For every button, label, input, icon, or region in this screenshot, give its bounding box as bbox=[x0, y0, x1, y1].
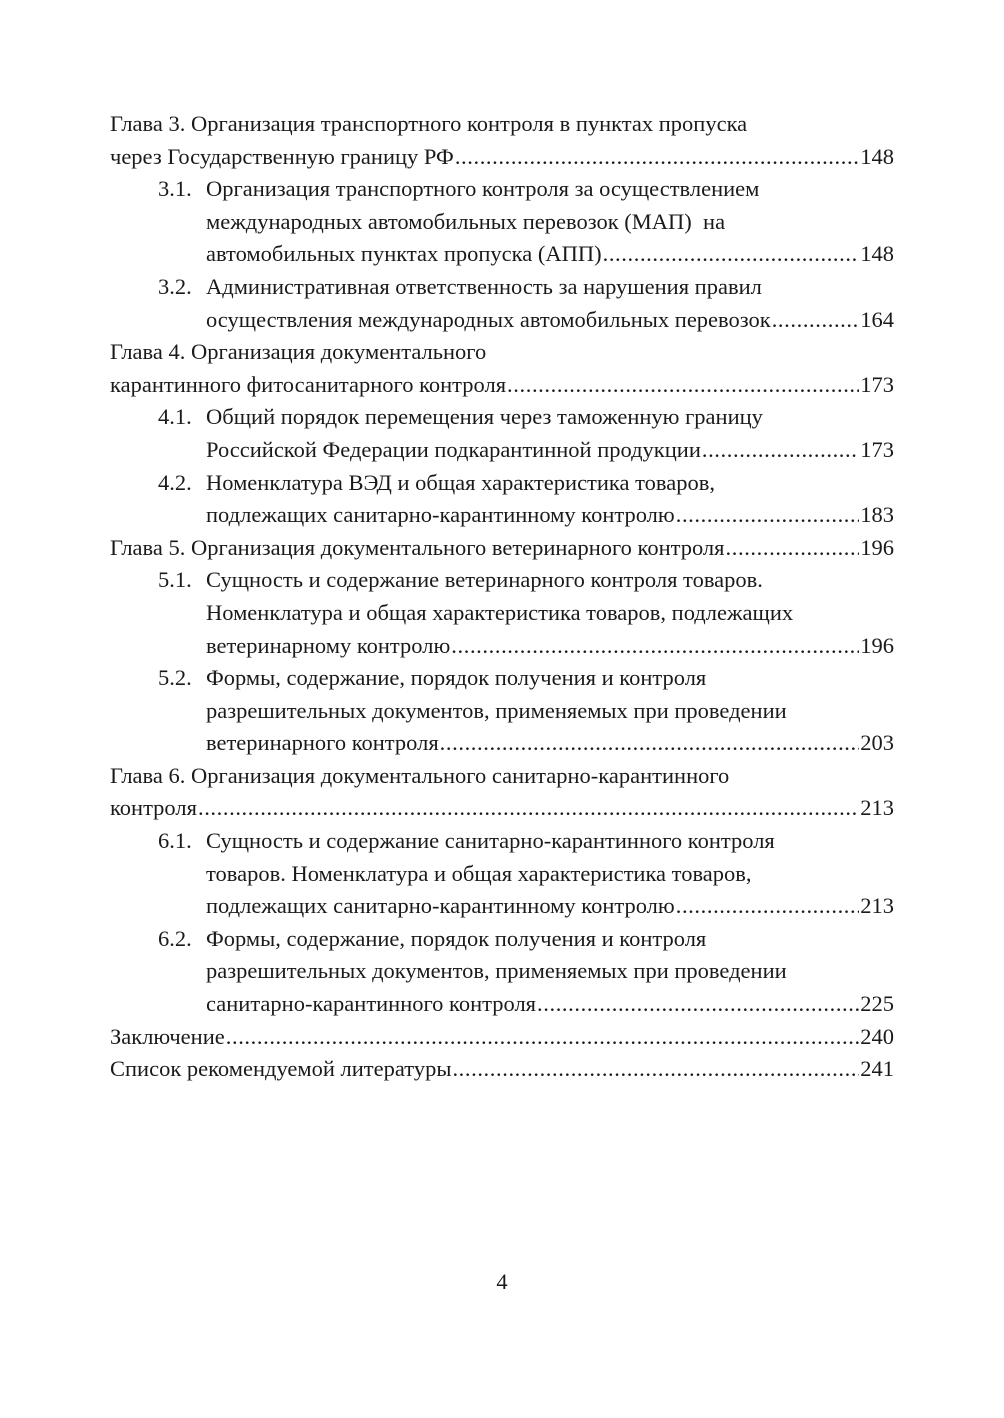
dot-leader bbox=[226, 1021, 860, 1054]
toc-section-3-1-last[interactable] bbox=[110, 238, 894, 271]
toc-section-3-2-line1: Административная ответственность за нарушения правил bbox=[206, 273, 762, 299]
dot-leader bbox=[455, 141, 859, 174]
dot-leader bbox=[702, 434, 859, 467]
toc-chapter-4-title-line2: карантинного фитосанитарного контроля bbox=[110, 371, 507, 397]
dot-leader bbox=[603, 238, 860, 271]
toc-section-3-2-page: 164 bbox=[860, 306, 894, 332]
dot-leader bbox=[451, 630, 859, 663]
toc-section-4-2-page: 183 bbox=[860, 502, 894, 528]
toc-section-6-1-last[interactable] bbox=[110, 890, 894, 923]
toc-section-5-2-page: 203 bbox=[860, 730, 894, 756]
toc-chapter-3-entry[interactable] bbox=[110, 141, 894, 174]
dot-leader bbox=[676, 890, 860, 923]
toc-section-5-2-line1: Формы, содержание, порядок получения и контроля bbox=[206, 665, 707, 691]
table-of-contents bbox=[110, 108, 894, 1086]
toc-conclusion-entry[interactable] bbox=[110, 1021, 894, 1054]
toc-section-4-2-line1: Номенклатура ВЭД и общая характеристика товаров, bbox=[206, 469, 715, 495]
toc-section-4-2-last[interactable] bbox=[110, 499, 894, 532]
toc-section-3-1-line3: автомобильных пунктах пропуска (АПП) bbox=[206, 241, 602, 267]
toc-chapter-5-title: Глава 5. Организация документального ветеринарного контроля bbox=[110, 534, 725, 560]
toc-section-6-2-number: 6.2. bbox=[158, 925, 192, 951]
toc-chapter-3-title[interactable] bbox=[110, 108, 894, 141]
toc-conclusion-title: Заключение bbox=[110, 1023, 225, 1049]
dot-leader bbox=[537, 988, 859, 1021]
toc-chapter-5-page: 196 bbox=[860, 534, 894, 560]
toc-section-5-2-last[interactable] bbox=[110, 727, 894, 760]
toc-chapter-6-title[interactable] bbox=[110, 760, 894, 793]
toc-section-5-1-line2: Номенклатура и общая характеристика товаров, подлежащих bbox=[206, 599, 794, 625]
dot-leader bbox=[772, 304, 860, 337]
toc-chapter-6-title-line2: контроля bbox=[110, 795, 197, 821]
dot-leader bbox=[440, 727, 860, 760]
dot-leader bbox=[676, 499, 860, 532]
toc-chapter-3-title-line2: через Государственную границу РФ bbox=[110, 143, 454, 169]
toc-section-6-2-line3: санитарно-карантинного контроля bbox=[206, 991, 537, 1017]
toc-section-5-1-last[interactable] bbox=[110, 630, 894, 663]
toc-section-4-1-number: 4.1. bbox=[158, 404, 192, 430]
toc-section-6-1[interactable] bbox=[110, 825, 894, 858]
toc-chapter-4-page: 173 bbox=[860, 371, 894, 397]
toc-chapter-4-title-line1: Глава 4. Организация документального bbox=[110, 339, 487, 365]
toc-references-page: 241 bbox=[860, 1056, 894, 1082]
toc-section-3-1-cont[interactable] bbox=[110, 206, 894, 239]
toc-section-5-1-line3: ветеринарному контролю bbox=[206, 632, 451, 658]
toc-section-5-2-number: 5.2. bbox=[158, 665, 192, 691]
toc-section-3-2-line2: осуществления международных автомобильных перевозок bbox=[206, 306, 771, 332]
toc-section-4-1-line2: Российской Федерации подкарантинной продукции bbox=[206, 436, 701, 462]
toc-section-5-1-number: 5.1. bbox=[158, 567, 192, 593]
toc-section-4-2-line2: подлежащих санитарно-карантинному контролю bbox=[206, 502, 675, 528]
toc-section-6-1-cont[interactable] bbox=[110, 858, 894, 891]
toc-section-5-1-cont[interactable] bbox=[110, 597, 894, 630]
toc-section-3-1-line1: Организация транспортного контроля за осуществлением bbox=[206, 176, 760, 202]
dot-leader bbox=[198, 792, 859, 825]
page-number: 4 bbox=[496, 1269, 508, 1294]
toc-section-6-2-page: 225 bbox=[860, 991, 894, 1017]
toc-section-5-1-line1: Сущность и содержание ветеринарного контроля товаров. bbox=[206, 567, 763, 593]
toc-chapter-5-entry[interactable] bbox=[110, 532, 894, 565]
toc-section-3-2[interactable] bbox=[110, 271, 894, 304]
toc-section-6-1-line3: подлежащих санитарно-карантинному контролю bbox=[206, 893, 675, 919]
toc-section-3-2-last[interactable] bbox=[110, 304, 894, 337]
toc-section-4-1[interactable] bbox=[110, 401, 894, 434]
toc-references-entry[interactable] bbox=[110, 1053, 894, 1086]
toc-chapter-4-entry[interactable] bbox=[110, 369, 894, 402]
toc-section-3-1-number: 3.1. bbox=[158, 176, 192, 202]
toc-section-6-2-line1: Формы, содержание, порядок получения и контроля bbox=[206, 925, 707, 951]
toc-section-4-2[interactable] bbox=[110, 467, 894, 500]
toc-section-4-2-number: 4.2. bbox=[158, 469, 192, 495]
toc-section-6-1-line1: Сущность и содержание санитарно-карантинного контроля bbox=[206, 828, 775, 854]
toc-references-title: Список рекомендуемой литературы bbox=[110, 1056, 452, 1082]
toc-section-5-2-line3: ветеринарного контроля bbox=[206, 730, 439, 756]
toc-section-3-1-page: 148 bbox=[860, 241, 894, 267]
toc-section-6-1-page: 213 bbox=[860, 893, 894, 919]
toc-section-6-1-number: 6.1. bbox=[158, 828, 192, 854]
toc-chapter-6-entry[interactable] bbox=[110, 792, 894, 825]
toc-section-5-1-page: 196 bbox=[860, 632, 894, 658]
toc-section-6-2[interactable] bbox=[110, 923, 894, 956]
toc-chapter-6-page: 213 bbox=[860, 795, 894, 821]
toc-section-6-1-line2: товаров. Номенклатура и общая характеристика товаров, bbox=[206, 860, 752, 886]
toc-section-6-2-line2: разрешительных документов, применяемых при проведении bbox=[206, 958, 787, 984]
toc-section-5-2[interactable] bbox=[110, 662, 894, 695]
dot-leader bbox=[452, 1053, 859, 1086]
toc-conclusion-page: 240 bbox=[860, 1023, 894, 1049]
toc-section-3-1[interactable] bbox=[110, 173, 894, 206]
toc-section-6-2-cont[interactable] bbox=[110, 955, 894, 988]
toc-section-4-1-page: 173 bbox=[860, 436, 894, 462]
toc-section-4-1-line1: Общий порядок перемещения через таможенную границу bbox=[206, 404, 763, 430]
dot-leader bbox=[507, 369, 859, 402]
toc-section-5-2-cont[interactable] bbox=[110, 695, 894, 728]
toc-chapter-3-title-line1: Глава 3. Организация транспортного контроля в пунктах пропуска bbox=[110, 111, 748, 136]
toc-section-5-2-line2: разрешительных документов, применяемых при проведении bbox=[206, 697, 787, 723]
toc-section-6-2-last[interactable] bbox=[110, 988, 894, 1021]
toc-section-3-1-line2: международных автомобильных перевозок (МАП) на bbox=[206, 208, 726, 234]
dot-leader bbox=[726, 532, 860, 565]
toc-chapter-6-title-line1: Глава 6. Организация документального санитарно-карантинного bbox=[110, 762, 730, 788]
toc-chapter-4-title[interactable] bbox=[110, 336, 894, 369]
toc-section-5-1[interactable] bbox=[110, 564, 894, 597]
toc-section-4-1-last[interactable] bbox=[110, 434, 894, 467]
toc-section-3-2-number: 3.2. bbox=[158, 273, 192, 299]
toc-chapter-3-page: 148 bbox=[860, 143, 894, 169]
